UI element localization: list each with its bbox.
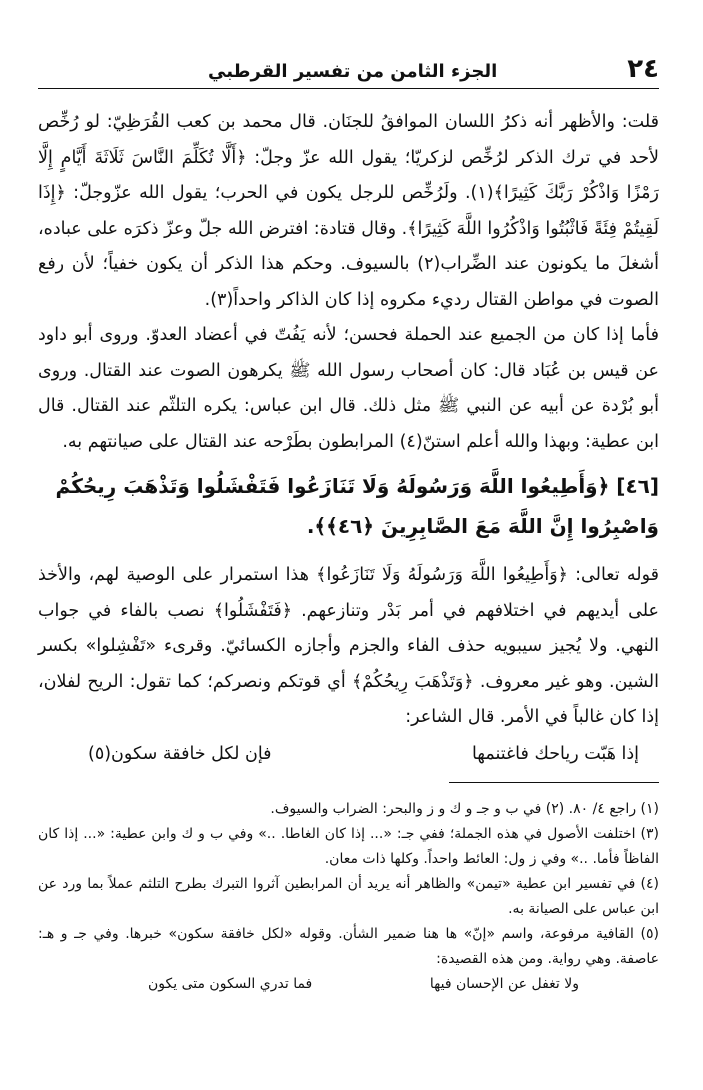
running-title: الجزء الثامن من تفسير القرطبي <box>208 61 498 82</box>
page-header <box>38 40 659 82</box>
poem-second-hemistich: فإن لكل خافقة سكون(٥) <box>88 743 272 764</box>
poem-first-hemistich: إذا هَبّت رياحك فاغتنمها <box>471 743 639 764</box>
poem-verse <box>88 744 639 764</box>
verse-text: ﴿وَأَطِيعُوا اللَّهَ وَرَسُولَهُ وَلَا تَنَازَعُوا فَتَفْشَلُوا وَتَذْهَبَ رِيحُكُمْ وَاصْبِرُوا إِنَّ اللَّهَ مَعَ الصَّابِرِينَ ﴿٤٦﴾﴾. <box>55 474 659 538</box>
footnote-poem-first: ولا تغفل عن الإحسان فيها <box>429 975 579 992</box>
paragraph-1: قلت: والأظهر أنه ذكرُ اللسان الموافقُ للجنَان. قال محمد بن كعب القُرَظِيّ: لو رُخِّص لأحد في ترك الذكر لرُخِّص لزكريّا؛ يقول الله عزّ وجلّ: ﴿أَلَّا تُكَلِّمَ النَّاسَ ثَلَاثَةَ أَيَّامٍ إِلَّا رَمْزًا وَاذْكُرْ رَبَّكَ كَثِيرًا﴾(١). ولَرُخِّص للرجل يكون في الحرب؛ يقول الله عزّوجلّ: ﴿إِذَا لَقِيتُمْ فِئَةً فَاثْبُتُوا وَاذْكُرُوا اللَّهَ كَثِيرًا﴾. وقال قتادة: افترض الله جلّ وعزّ ذكرَه على عباده، أشغلَ ما يكونون عند الضِّراب(٢) بالسيوف. وحكم هذا الذكر أن يكون خفياً؛ لأن رفع الصوت في مواطن القتال رديء مكروه إذا كان الذاكر واحداً(٣). <box>38 112 660 310</box>
footnote-poem <box>148 976 579 992</box>
footnote-4: (٤) في تفسير ابن عطية «تيمن» والظاهر أنه يريد أن المرابطين آثروا التبرك بطرح التلثم عملاً بما ورد عن ابن عباس على الصيانة به. <box>38 875 659 917</box>
footnote-5: (٥) القافية مرفوعة، واسم «إنّ» ها هنا ضمير الشأن. وقوله «لكل خافقة سكون» خبرها. وفي جـ و هـ: عاصفة. وهي رواية. ومن هذه القصيدة: <box>38 925 659 967</box>
paragraph-2: فأما إذا كان من الجميع عند الحملة فحسن؛ لأنه يَفُتّ في أعضاد العدوّ. وروى أبو داود عن قيس بن عُبَاد قال: كان أصحاب رسول الله ﷺ يكرهون الصوت عند القتال. وروى أبو بُرْدة عن أبيه عن النبي ﷺ مثل ذلك. قال ابن عباس: يكره التلثّم عند القتال. قال ابن عطية: وبهذا والله أعلم استنّ(٤) المرابطون بطَرْحه عند القتال على صيانتهم به. <box>38 325 659 452</box>
paragraph-3: قوله تعالى: ﴿وَأَطِيعُوا اللَّهَ وَرَسُولَهُ وَلَا تَنَازَعُوا﴾ هذا استمرار على الوصية لهم، والأخذ على أيديهم في اختلافهم في أمر بَدْر وتنازعهم. ﴿فَتَفْشَلُوا﴾ نصب بالفاء في جواب النهي. ولا يُجيز سيبويه حذف الفاء والجزم وأجازه الكسائيّ. وقرىء «تَفْشِلوا» بكسر الشين. وهو غير معروف. ﴿وَتَذْهَبَ رِيحُكُمْ﴾ أي قوتكم ونصركم؛ كما تقول: الريح لفلان، إذا كان غالباً في الأمر. قال الشاعر: <box>38 565 659 727</box>
quran-verse <box>38 466 659 546</box>
page-number: ٢٤ <box>627 54 659 84</box>
footnote-rule <box>449 782 659 783</box>
footnote-poem-second: فما تدري السكون متى يكون <box>148 975 313 992</box>
header-rule <box>38 88 659 89</box>
footnote-3: (٣) اختلفت الأصول في هذه الجملة؛ ففي جـ: «... إذا كان الغاطا. ..» وفي ب و ك وابن عطية: «... إذا كان الفاظاً فأما. ..» وفي ز ول: العائط واحداً. وكلها ذات معان. <box>38 825 659 867</box>
verse-number: [٤٦] <box>616 474 659 498</box>
footnote-1-2: (١) راجع ٤/ ٨٠. (٢) في ب و جـ و ك و ز والبحر: الضراب والسيوف. <box>270 800 659 817</box>
